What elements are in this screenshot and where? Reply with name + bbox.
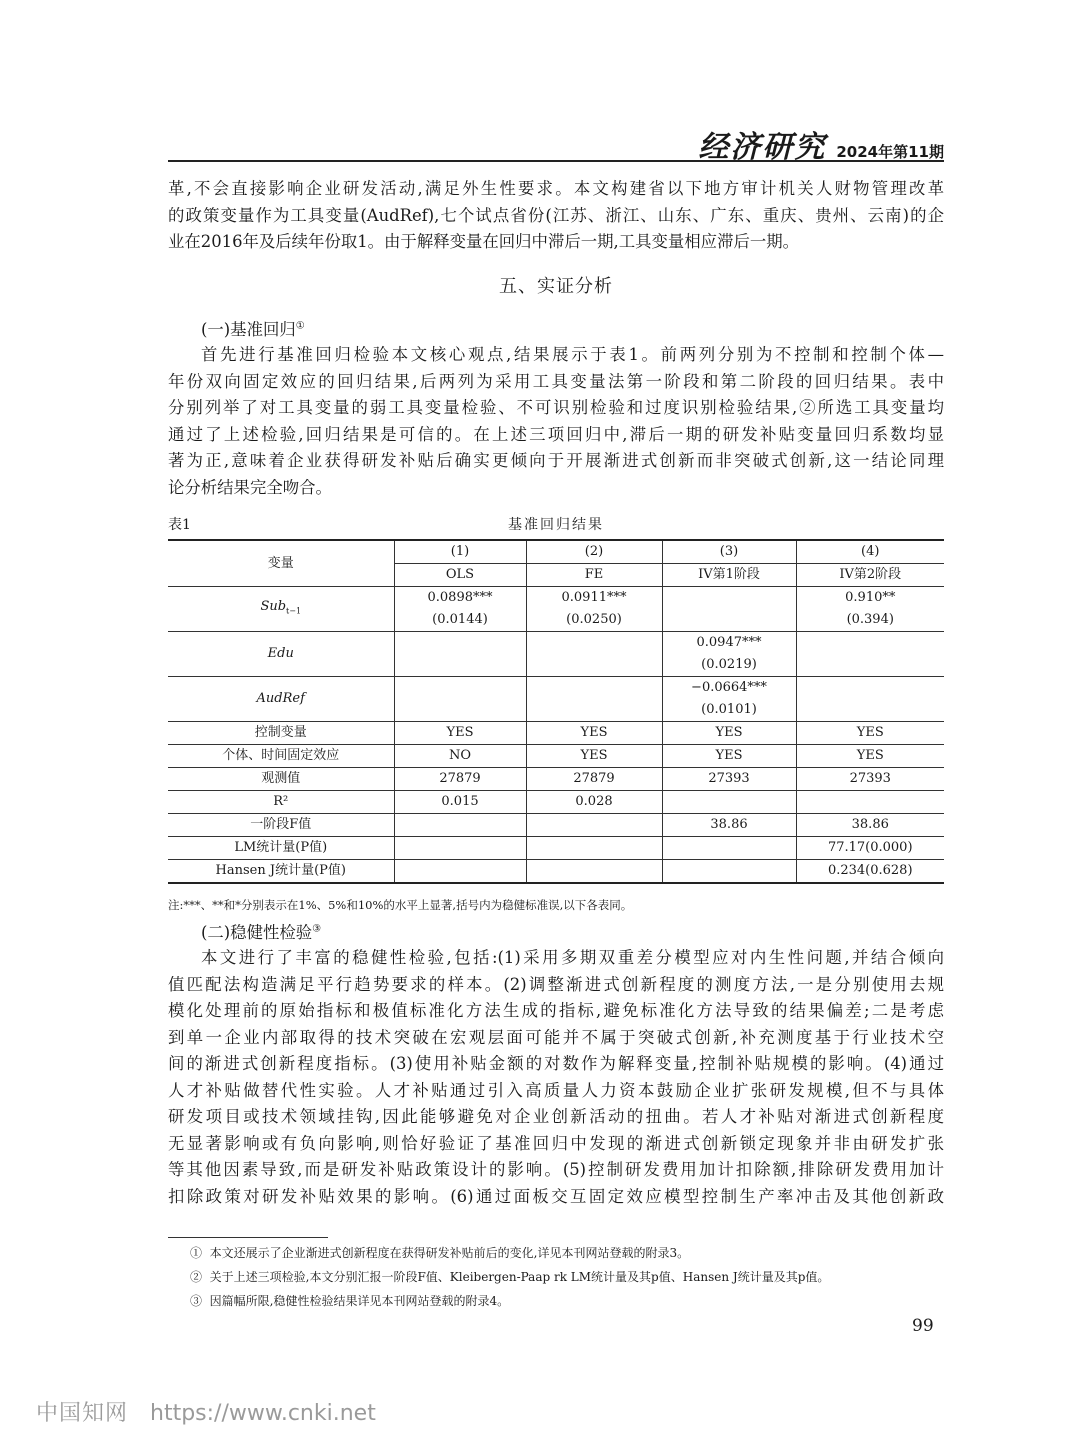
footnote-text: 本文还展示了企业渐进式创新程度在获得研发补贴前后的变化,详见本刊网站登载的附录3。 — [209, 1246, 690, 1260]
text-line: 人才补贴做替代性实验。人才补贴通过引入高质量人力资本鼓励企业扩张研发规模,但不与具体 — [168, 1080, 944, 1100]
watermark — [36, 1396, 376, 1427]
text-line: 模化处理前的原始指标和极值标准化方法生成的指标,避免标准化方法导致的结果偏差;二是考虑 — [168, 1001, 944, 1020]
stat-row — [168, 722, 944, 745]
table-note: 注:***、**和*分别表示在1%、5%和10%的水平上显著,括号内为稳健标准误,以下各表同。 — [168, 898, 633, 912]
footnote — [190, 1268, 829, 1285]
stat-value — [796, 791, 944, 814]
stat-row — [168, 791, 944, 814]
text-line: 到单一企业内部取得的技术突破在宏观层面可能并不属于突破式创新,补充测度基于行业技术空 — [168, 1027, 944, 1047]
footnote-ref[interactable]: ③ — [312, 923, 322, 935]
table-row — [168, 632, 944, 655]
subsection-heading-2 — [201, 919, 321, 943]
se-cell: (0.0219) — [662, 654, 796, 677]
stat-label: 一阶段F值 — [168, 814, 394, 837]
watermark-logo: 中国知网 — [36, 1401, 129, 1426]
var-name: Sub — [260, 598, 287, 614]
text-line: 间的渐进式创新程度指标。(3)使用补贴金额的对数作为解释变量,控制补贴规模的影响。(4)通过 — [168, 1054, 944, 1073]
text-line: 研发项目或技术领域挂钩,因此能够避免对企业创新活动的扭曲。若人才补贴对渐进式创新程度 — [168, 1107, 944, 1126]
stat-value: 0.234(0.628) — [796, 860, 944, 884]
stat-value — [662, 791, 796, 814]
coef-cell — [796, 677, 944, 700]
col-num: (1) — [394, 540, 526, 564]
se-cell: (0.0250) — [526, 609, 662, 632]
paragraph-robustness — [168, 945, 944, 1210]
se-cell — [662, 609, 796, 632]
stat-value: YES — [796, 745, 944, 768]
coef-cell: 0.910** — [796, 587, 944, 610]
col-num: (3) — [662, 540, 796, 564]
coef-cell — [394, 632, 526, 655]
journal-name: 经济研究 — [698, 130, 827, 165]
stat-value — [394, 837, 526, 860]
se-cell — [526, 699, 662, 722]
table-label: 表1 — [168, 517, 191, 533]
footnote-text: 关于上述三项检验,本文分别汇报一阶段F值、Kleibergen-Paap rk LM统计量及其p值、Hansen J统计量及其p值。 — [209, 1270, 830, 1284]
subsection-heading-text: (二)稳健性检验 — [201, 923, 313, 942]
coef-cell — [796, 632, 944, 655]
text-line: 革,不会直接影响企业研发活动,满足外生性要求。本文构建省以下地方审计机关人财物管理改革 — [168, 179, 944, 198]
paragraph-baseline — [168, 342, 944, 501]
stat-value: YES — [394, 722, 526, 745]
footnote-text: 因篇幅所限,稳健性检验结果详见本刊网站登载的附录4。 — [209, 1294, 510, 1308]
coef-cell — [526, 632, 662, 655]
text-line: 首先进行基准回归检验本文核心观点,结果展示于表1。前两列分别为不控制和控制个体— — [201, 345, 944, 364]
col-method: IV第1阶段 — [662, 564, 796, 587]
stat-row — [168, 860, 944, 884]
se-cell: (0.394) — [796, 609, 944, 632]
se-cell: (0.0101) — [662, 699, 796, 722]
text-line: 值匹配法构造满足平行趋势要求的样本。(2)调整渐进式创新程度的测度方法,一是分别使用去规 — [168, 974, 944, 994]
stat-value: YES — [662, 722, 796, 745]
var-subscript: t−1 — [286, 606, 302, 616]
se-cell — [394, 699, 526, 722]
se-cell — [526, 654, 662, 677]
se-cell — [796, 699, 944, 722]
text-line: 等其他因素导致,而是研发补贴政策设计的影响。(5)控制研发费用加计扣除额,排除研发费用加计 — [168, 1160, 944, 1179]
stat-label: R² — [168, 791, 394, 814]
stat-value: 0.015 — [394, 791, 526, 814]
stat-label: 控制变量 — [168, 722, 394, 745]
col-num: (2) — [526, 540, 662, 564]
var-cell: Edu — [168, 632, 394, 677]
text-line: 的政策变量作为工具变量(AudRef),七个试点省份(江苏、浙江、山东、广东、重庆、贵州、云南)的企 — [168, 205, 944, 225]
stat-value: 27393 — [662, 768, 796, 791]
text-line: 无显著影响或有负向影响,则恰好验证了基准回归中发现的渐进式创新锁定现象并非由研发扩张 — [168, 1133, 944, 1153]
stat-label: Hansen J统计量(P值) — [168, 860, 394, 884]
section-title: 五、实证分析 — [499, 276, 613, 297]
col-num: (4) — [796, 540, 944, 564]
var-header: 变量 — [168, 540, 394, 587]
stat-label: LM统计量(P值) — [168, 837, 394, 860]
stat-value — [662, 860, 796, 884]
var-cell: AudRef — [168, 677, 394, 722]
stat-value: 27393 — [796, 768, 944, 791]
stat-value: YES — [796, 722, 944, 745]
table-row — [168, 677, 944, 700]
stat-value: 38.86 — [662, 814, 796, 837]
stat-value: 77.17(0.000) — [796, 837, 944, 860]
coef-cell: 0.0911*** — [526, 587, 662, 610]
footnote — [190, 1244, 689, 1261]
watermark-url[interactable]: https://www.cnki.net — [150, 1401, 376, 1426]
stat-value — [526, 814, 662, 837]
coef-cell: 0.0947*** — [662, 632, 796, 655]
text-line: 扣除政策对研发补贴效果的影响。(6)通过面板交互固定效应模型控制生产率冲击及其他创新政 — [168, 1186, 944, 1206]
stat-value: NO — [394, 745, 526, 768]
stat-label: 观测值 — [168, 768, 394, 791]
footnote-mark: ② — [190, 1270, 203, 1284]
regression-table — [168, 539, 944, 884]
coef-cell: 0.0898*** — [394, 587, 526, 610]
footnote-mark: ① — [190, 1246, 203, 1260]
subsection-heading-1 — [201, 316, 305, 340]
footnote-rule — [168, 1237, 328, 1238]
subsection-heading-text: (一)基准回归 — [201, 320, 296, 339]
stat-value: 38.86 — [796, 814, 944, 837]
text-line: 年份双向固定效应的回归结果,后两列为采用工具变量法第一阶段和第二阶段的回归结果。表中 — [168, 371, 944, 391]
stat-value: 27879 — [394, 768, 526, 791]
text-line: 业在2016年及后续年份取1。由于解释变量在回归中滞后一期,工具变量相应滞后一期。 — [168, 232, 800, 251]
stat-value — [394, 860, 526, 884]
table-title: 基准回归结果 — [508, 517, 604, 533]
text-line: 分别列举了对工具变量的弱工具变量检验、不可识别检验和过度识别检验结果,②所选工具变量均 — [168, 398, 944, 417]
footnote-ref[interactable]: ① — [295, 320, 305, 332]
stat-value — [662, 837, 796, 860]
text-line: 通过了上述检验,回归结果是可信的。在上述三项回归中,滞后一期的研发补贴变量回归系数均显 — [168, 424, 944, 444]
se-cell — [796, 654, 944, 677]
stat-row — [168, 768, 944, 791]
stat-value: 0.028 — [526, 791, 662, 814]
stat-row — [168, 814, 944, 837]
header-rule — [168, 160, 944, 162]
stat-value: YES — [526, 745, 662, 768]
stat-value — [394, 814, 526, 837]
page-number: 99 — [912, 1316, 934, 1336]
stat-value: YES — [526, 722, 662, 745]
footnote — [190, 1292, 509, 1309]
col-method: FE — [526, 564, 662, 587]
var-cell — [168, 587, 394, 632]
table-row — [168, 587, 944, 610]
stat-value — [526, 860, 662, 884]
stat-row — [168, 745, 944, 768]
coef-cell — [394, 677, 526, 700]
issue-label: 2024年第11期 — [836, 143, 944, 161]
text-line: 著为正,意味着企业获得研发补贴后确实更倾向于开展渐进式创新而非突破式创新,这一结论同理 — [168, 451, 944, 470]
table-header-row — [168, 540, 944, 564]
se-cell — [394, 654, 526, 677]
stat-row — [168, 837, 944, 860]
paragraph-continuation — [168, 176, 944, 256]
stat-value: 27879 — [526, 768, 662, 791]
text-line: 本文进行了丰富的稳健性检验,包括:(1)采用多期双重差分模型应对内生性问题,并结合倾向 — [201, 948, 944, 967]
footnote-mark: ③ — [190, 1294, 203, 1308]
coef-cell — [526, 677, 662, 700]
col-method: OLS — [394, 564, 526, 587]
stat-label: 个体、时间固定效应 — [168, 745, 394, 768]
stat-value: YES — [662, 745, 796, 768]
coef-cell — [662, 587, 796, 610]
stat-value — [526, 837, 662, 860]
text-line: 论分析结果完全吻合。 — [168, 477, 332, 497]
coef-cell: −0.0664*** — [662, 677, 796, 700]
se-cell: (0.0144) — [394, 609, 526, 632]
col-method: IV第2阶段 — [796, 564, 944, 587]
